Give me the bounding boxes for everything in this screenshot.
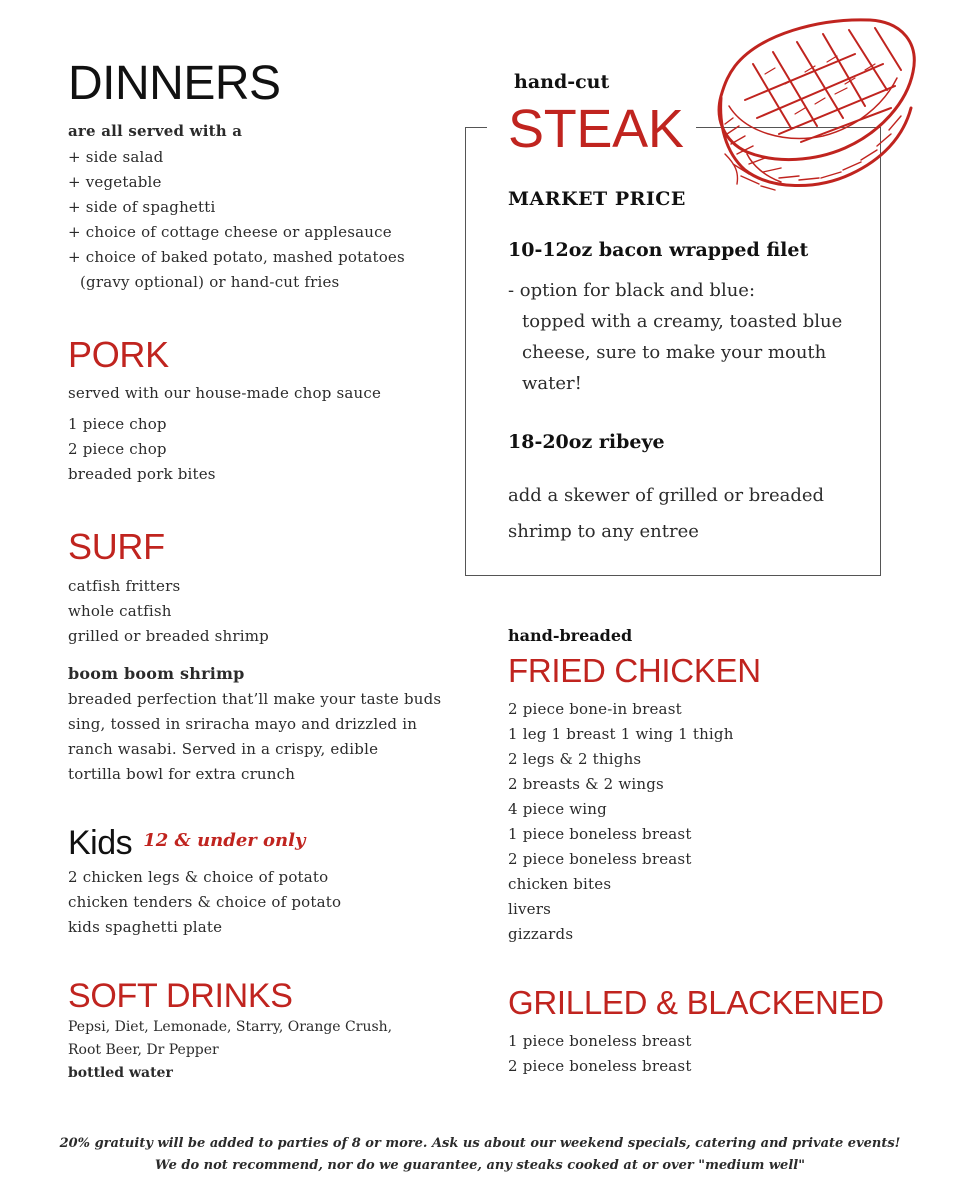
fried-chicken-kicker: hand-breaded (508, 626, 633, 645)
pork-note: served with our house-made chop sauce (68, 384, 382, 402)
list-item: + side salad (68, 148, 164, 166)
pork-list (68, 412, 216, 487)
dinners-subtitle: are all served with a (68, 122, 243, 140)
pork-title: PORK (68, 334, 169, 375)
list-item: 2 piece bone-in breast (508, 700, 682, 718)
list-item: 2 piece chop (68, 440, 167, 458)
black-and-blue-option (508, 275, 842, 399)
grilled-blackened-title: GRILLED & BLACKENED (508, 984, 884, 1021)
list-item: 2 legs & 2 thighs (508, 750, 642, 768)
list-item: tortilla bowl for extra crunch (68, 765, 296, 783)
surf-title: SURF (68, 526, 165, 567)
market-price: MARKET PRICE (508, 188, 686, 210)
list-item: + choice of cottage cheese or applesauce (68, 223, 392, 241)
bottled-water: bottled water (68, 1065, 173, 1081)
list-item: 1 leg 1 breast 1 wing 1 thigh (508, 725, 734, 743)
option-line: water! (522, 373, 582, 394)
list-item: 2 piece boneless breast (508, 850, 692, 868)
list-item: 2 piece boneless breast (508, 1057, 692, 1075)
soft-drinks-list (68, 1016, 392, 1085)
list-item: 2 breasts & 2 wings (508, 775, 664, 793)
list-item: sing, tossed in sriracha mayo and drizzled in (68, 715, 418, 733)
list-item: gizzards (508, 925, 574, 943)
list-item: catfish fritters (68, 577, 181, 595)
list-item: 4 piece wing (508, 800, 607, 818)
list-item: livers (508, 900, 552, 918)
soft-drinks-line: Root Beer, Dr Pepper (68, 1042, 219, 1058)
steak-illustration (705, 14, 925, 196)
list-item: chicken tenders & choice of potato (68, 893, 342, 911)
kids-list (68, 865, 341, 940)
kids-note: 12 & under only (143, 830, 306, 851)
soft-drinks-title: SOFT DRINKS (68, 977, 293, 1015)
steak-item-ribeye: 18-20oz ribeye (508, 431, 665, 453)
list-item: chicken bites (508, 875, 612, 893)
boom-boom-shrimp-description (68, 687, 441, 787)
list-item: ranch wasabi. Served in a crispy, edible (68, 740, 379, 758)
dinners-title: DINNERS (68, 57, 281, 110)
list-item: + side of spaghetti (68, 198, 216, 216)
list-item: (gravy optional) or hand-cut fries (80, 273, 340, 291)
list-item: grilled or breaded shrimp (68, 627, 269, 645)
list-item: kids spaghetti plate (68, 918, 223, 936)
steak-box-top-left (465, 127, 487, 128)
list-item: + choice of baked potato, mashed potatoes (68, 248, 405, 266)
steak-item-filet: 10-12oz bacon wrapped filet (508, 239, 809, 261)
steak-title: STEAK (508, 99, 684, 159)
grilled-blackened-list (508, 1029, 692, 1079)
list-item: + vegetable (68, 173, 162, 191)
option-line: cheese, sure to make your mouth (522, 342, 827, 363)
fried-chicken-list (508, 697, 734, 947)
steak-kicker: hand-cut (514, 71, 610, 93)
addon-line: shrimp to any entree (508, 521, 699, 542)
addon-line: add a skewer of grilled or breaded (508, 485, 825, 506)
option-line: topped with a creamy, toasted blue (522, 311, 843, 332)
option-line: - option for black and blue: (508, 280, 756, 301)
list-item: 2 chicken legs & choice of potato (68, 868, 329, 886)
shrimp-addon (508, 478, 824, 550)
footer-notes (0, 1133, 960, 1177)
gratuity-note: 20% gratuity will be added to parties of 8 or more. Ask us about our weekend specials, catering and private events! (59, 1136, 901, 1151)
steak-doneness-note: We do not recommend, nor do we guarantee, any steaks cooked at or over "medium well" (155, 1158, 805, 1173)
list-item: breaded pork bites (68, 465, 216, 483)
list-item: breaded perfection that’ll make your taste buds (68, 690, 442, 708)
soft-drinks-line: Pepsi, Diet, Lemonade, Starry, Orange Crush, (68, 1019, 393, 1035)
list-item: 1 piece boneless breast (508, 825, 692, 843)
boom-boom-shrimp-name: boom boom shrimp (68, 664, 245, 683)
list-item: 1 piece chop (68, 415, 167, 433)
kids-title: Kids (68, 824, 133, 862)
kids-heading (68, 822, 305, 864)
dinners-list (68, 145, 405, 295)
surf-list (68, 574, 269, 649)
fried-chicken-title: FRIED CHICKEN (508, 652, 761, 689)
list-item: 1 piece boneless breast (508, 1032, 692, 1050)
list-item: whole catfish (68, 602, 172, 620)
